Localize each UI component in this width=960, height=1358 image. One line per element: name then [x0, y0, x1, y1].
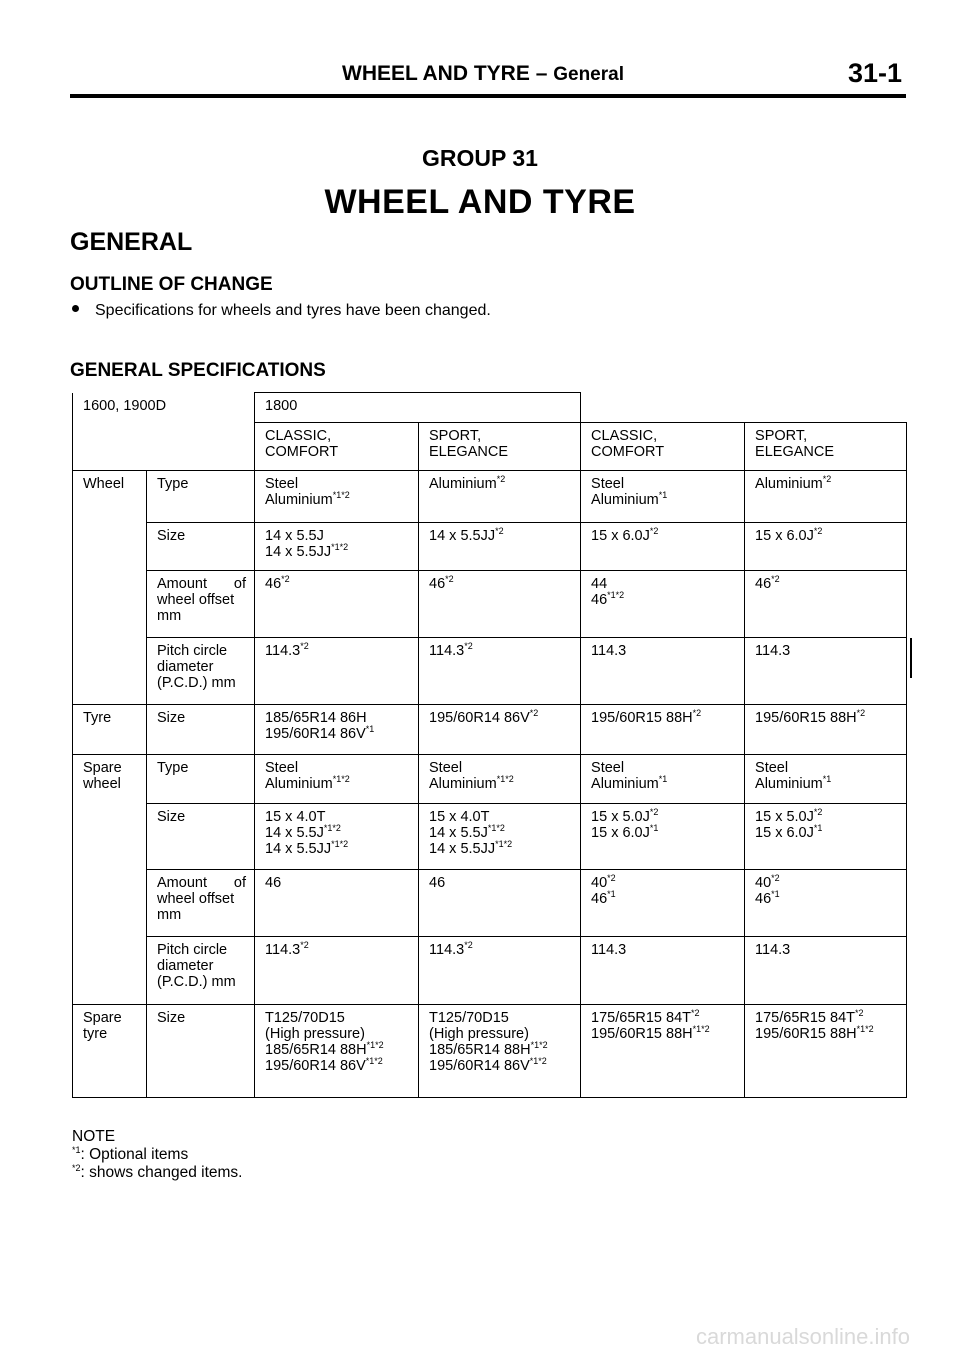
- cell-line: 114.3: [755, 643, 791, 659]
- cell-line: 46$^{*1}$: [591, 889, 616, 907]
- cell-line: Aluminium$^{*1*2}$: [265, 774, 350, 792]
- cell-line: 114.3$^{*2}$: [429, 641, 473, 659]
- cell-line: wheel offset: [157, 592, 235, 608]
- cell-line: Aluminium$^{*1*2}$: [429, 774, 514, 792]
- table-cell: [73, 755, 147, 1005]
- table-cell: [419, 423, 581, 471]
- table-cell: [419, 755, 581, 804]
- cell-line: tyre: [83, 1026, 108, 1042]
- cell-line: 14 x $5.5J^{*1*2}$: [429, 823, 505, 841]
- cell-line: 114.3: [755, 942, 791, 958]
- cell-line: 195/60R14 $86V^{*2}$: [429, 708, 539, 726]
- cell-line: 114.3: [591, 942, 627, 958]
- cell-line: 14 x $5.5JJ^{*1*2}$: [429, 839, 513, 857]
- table-row: [73, 638, 907, 705]
- spec-table: [72, 392, 907, 1098]
- cell-line: Size: [157, 710, 186, 726]
- table-row: [73, 523, 907, 571]
- cell-line: 195/60R15 $88H^{*2}$: [591, 708, 702, 726]
- cell-line: ELEGANCE: [429, 444, 508, 460]
- table-cell: [255, 804, 419, 870]
- cell-line: Spare: [83, 1010, 122, 1026]
- cell-line: (High pressure): [265, 1026, 365, 1042]
- table-cell: [581, 755, 745, 804]
- table-cell: [255, 937, 419, 1005]
- table-row: [73, 937, 907, 1005]
- table-cell: [581, 937, 745, 1005]
- table-cell: [255, 571, 419, 638]
- cell-line: Steel: [591, 760, 625, 776]
- table-cell: [745, 705, 907, 755]
- table-cell: [255, 870, 419, 937]
- table-cell: [581, 571, 745, 638]
- cell-line: Aluminium$^{*1*2}$: [265, 490, 350, 508]
- cell-line: 185/65R14 $88H^{*1*2}$: [429, 1040, 548, 1058]
- cell-line: (P.C.D.) mm: [157, 675, 236, 691]
- table-cell: [581, 523, 745, 571]
- table-cell: [419, 471, 581, 523]
- table-cell: [255, 638, 419, 705]
- cell-line: mm: [157, 608, 182, 624]
- cell-line: 175/65R15 $84T^{*2}$: [755, 1008, 864, 1026]
- cell-line: mm: [157, 907, 182, 923]
- table-cell: [73, 705, 147, 755]
- notes: [72, 1128, 243, 1182]
- cell-line: 1600, 1900D: [83, 397, 167, 414]
- cell-line: Aluminium$^{*1}$: [755, 774, 832, 792]
- table-cell: [147, 471, 255, 523]
- table-cell: [147, 638, 255, 705]
- cell-line: Pitch circle: [157, 942, 228, 958]
- cell-line: 185/65R14 86H: [265, 710, 367, 726]
- cell-line: COMFORT: [265, 444, 339, 460]
- cell-line: Type: [157, 760, 189, 776]
- table-cell: [419, 937, 581, 1005]
- table-cell: [419, 638, 581, 705]
- cell-line: 14 x $5.5JJ^{*1*2}$: [265, 542, 349, 560]
- table-cell: [745, 870, 907, 937]
- cell-line: 14 x 5.5JJ$^{*2}$: [429, 526, 504, 544]
- table-cell: [147, 523, 255, 571]
- cell-line: T125/70D15: [265, 1010, 345, 1026]
- bullet-dot-icon: [72, 305, 79, 312]
- table-cell: [255, 705, 419, 755]
- cell-line: Aluminium$^{*1}$: [591, 490, 668, 508]
- cell-line: Pitch circle: [157, 643, 228, 659]
- table-cell: [581, 705, 745, 755]
- cell-line: 114.3$^{*2}$: [265, 940, 309, 958]
- table-cell: [745, 423, 907, 471]
- cell-line: Steel: [265, 760, 299, 776]
- group-number: GROUP 31: [422, 145, 538, 171]
- cell-line: Amount: [157, 576, 207, 592]
- outline-bullet: Specifications for wheels and tyres have been changed.: [72, 302, 491, 320]
- cell-line: CLASSIC,: [265, 428, 332, 444]
- cell-line: Steel: [591, 476, 625, 492]
- table-row: [73, 755, 907, 804]
- table-row: [73, 571, 907, 638]
- table-cell: [255, 523, 419, 571]
- cell-line: 114.3: [591, 643, 627, 659]
- cell-line: Size: [157, 809, 186, 825]
- table-cell: [73, 393, 255, 423]
- cell-line: 15 x $6.0J^{*2}$: [591, 526, 659, 544]
- header-title: WHEEL AND TYRE – General: [342, 62, 624, 85]
- table-row: [73, 471, 907, 523]
- cell-line: 195/60R15 $88H^{*1*2}$: [591, 1024, 710, 1042]
- note-title: NOTE: [72, 1128, 116, 1145]
- cell-line: 185/65R14 $88H^{*1*2}$: [265, 1040, 384, 1058]
- cell-line: 15 x $5.0J^{*2}$: [591, 807, 659, 825]
- table-cell: [419, 523, 581, 571]
- cell-line: diameter: [157, 659, 214, 675]
- cell-line: $^{*1}$: Optional items: [72, 1144, 189, 1163]
- table-cell: [581, 804, 745, 870]
- revision-bar: [910, 638, 912, 678]
- table-cell: [147, 571, 255, 638]
- cell-line: Type: [157, 476, 189, 492]
- cell-line: Aluminium$^{*2}$: [429, 474, 506, 492]
- table-cell: [147, 870, 255, 937]
- cell-line: Steel: [429, 760, 463, 776]
- watermark: carmanualsonline.info: [695, 1324, 910, 1349]
- table-cell: [581, 1005, 745, 1098]
- table-cell: [581, 423, 745, 471]
- table-cell: [147, 755, 255, 804]
- cell-line: Size: [157, 1010, 186, 1026]
- cell-line: of: [233, 875, 247, 891]
- cell-line: diameter: [157, 958, 214, 974]
- table-cell: [581, 638, 745, 705]
- cell-line: Spare: [83, 760, 122, 776]
- cell-line: 195/60R14 $86V^{*1*2}$: [429, 1056, 547, 1074]
- cell-line: 14 x 5.5J: [265, 528, 324, 544]
- cell-line: 44: [591, 576, 608, 592]
- cell-line: (P.C.D.) mm: [157, 974, 236, 990]
- specs-heading: GENERAL SPECIFICATIONS: [70, 360, 326, 381]
- cell-line: COMFORT: [591, 444, 665, 460]
- cell-line: 15 x $6.0J^{*1}$: [755, 823, 823, 841]
- cell-line: 15 x 4.0T: [429, 809, 490, 825]
- cell-line: 195/60R14 $86V^{*1*2}$: [265, 1056, 383, 1074]
- table-cell: [147, 1005, 255, 1098]
- section-heading: GENERAL: [70, 228, 193, 256]
- table-cell: [73, 423, 255, 471]
- table-cell: [147, 705, 255, 755]
- cell-line: 46: [429, 875, 446, 891]
- cell-line: wheel offset: [157, 891, 235, 907]
- group-name: WHEEL AND TYRE: [324, 183, 636, 221]
- cell-line: 14 x $5.5J^{*1*2}$: [265, 823, 341, 841]
- table-cell: [419, 705, 581, 755]
- cell-line: Tyre: [83, 710, 112, 726]
- cell-line: 114.3$^{*2}$: [429, 940, 473, 958]
- table-row: [73, 393, 907, 423]
- table-cell: [147, 937, 255, 1005]
- table-cell: [745, 523, 907, 571]
- cell-line: 15 x $5.0J^{*2}$: [755, 807, 823, 825]
- cell-line: 46$^{*2}$: [755, 574, 780, 592]
- page-number: 31-1: [847, 58, 902, 88]
- cell-line: 195/60R14 $86V^{*1}$: [265, 724, 375, 742]
- cell-line: 15 x $6.0J^{*2}$: [755, 526, 823, 544]
- cell-line: SPORT,: [429, 428, 482, 444]
- table-cell: [581, 870, 745, 937]
- cell-line: 40$^{*2}$: [591, 873, 616, 891]
- cell-line: 114.3$^{*2}$: [265, 641, 309, 659]
- cell-line: 15 x 4.0T: [265, 809, 326, 825]
- table-cell: [73, 1005, 147, 1098]
- cell-line: 46$^{*2}$: [429, 574, 454, 592]
- cell-line: 46$^{*1}$: [755, 889, 780, 907]
- cell-line: 46$^{*2}$: [265, 574, 290, 592]
- cell-line: T125/70D15: [429, 1010, 509, 1026]
- cell-line: Steel: [265, 476, 299, 492]
- cell-line: 40$^{*2}$: [755, 873, 780, 891]
- table-row: [73, 705, 907, 755]
- table-cell: [745, 638, 907, 705]
- cell-line: Steel: [755, 760, 789, 776]
- table-cell: [73, 471, 147, 705]
- table-cell: [255, 471, 419, 523]
- cell-line: 175/65R15 $84T^{*2}$: [591, 1008, 700, 1026]
- table-cell: [581, 471, 745, 523]
- table-row: [73, 870, 907, 937]
- page-header: [70, 58, 906, 98]
- cell-line: $46^{*1*2}$: [591, 590, 625, 608]
- cell-line: Size: [157, 528, 186, 544]
- table-row: [73, 423, 907, 471]
- cell-line: wheel: [83, 776, 121, 792]
- cell-line: of: [233, 576, 247, 592]
- table-cell: [745, 571, 907, 638]
- cell-line: Wheel: [83, 476, 125, 492]
- table-cell: [745, 937, 907, 1005]
- table-cell: [745, 471, 907, 523]
- table-cell: [147, 804, 255, 870]
- table-cell: [255, 755, 419, 804]
- cell-line: Amount: [157, 875, 207, 891]
- cell-line: 14 x $5.5JJ^{*1*2}$: [265, 839, 349, 857]
- cell-line: (High pressure): [429, 1026, 529, 1042]
- cell-line: 46: [265, 875, 282, 891]
- cell-line: SPORT,: [755, 428, 808, 444]
- table-cell: [419, 571, 581, 638]
- table-row: [73, 1005, 907, 1098]
- cell-line: ELEGANCE: [755, 444, 835, 460]
- cell-line: CLASSIC,: [591, 428, 658, 444]
- cell-line: 195/60R15 $88H^{*2}$: [755, 708, 866, 726]
- table-cell: [419, 1005, 581, 1098]
- cell-line: 1800: [265, 398, 298, 414]
- cell-line: 195/60R15 $88H^{*1*2}$: [755, 1024, 874, 1042]
- cell-line: $^{*2}$: shows changed items.: [72, 1162, 243, 1181]
- table-cell: [255, 393, 581, 423]
- cell-line: 15 x $6.0J^{*1}$: [591, 823, 659, 841]
- cell-line: Aluminium$^{*1}$: [591, 774, 668, 792]
- table-cell: [419, 804, 581, 870]
- table-cell: [745, 755, 907, 804]
- table-cell: [419, 870, 581, 937]
- table-cell: [745, 804, 907, 870]
- outline-heading: OUTLINE OF CHANGE: [70, 274, 273, 295]
- table-cell: [745, 1005, 907, 1098]
- cell-line: Aluminium$^{*2}$: [755, 474, 832, 492]
- table-row: [73, 804, 907, 870]
- table-cell: [255, 1005, 419, 1098]
- table-cell: [255, 423, 419, 471]
